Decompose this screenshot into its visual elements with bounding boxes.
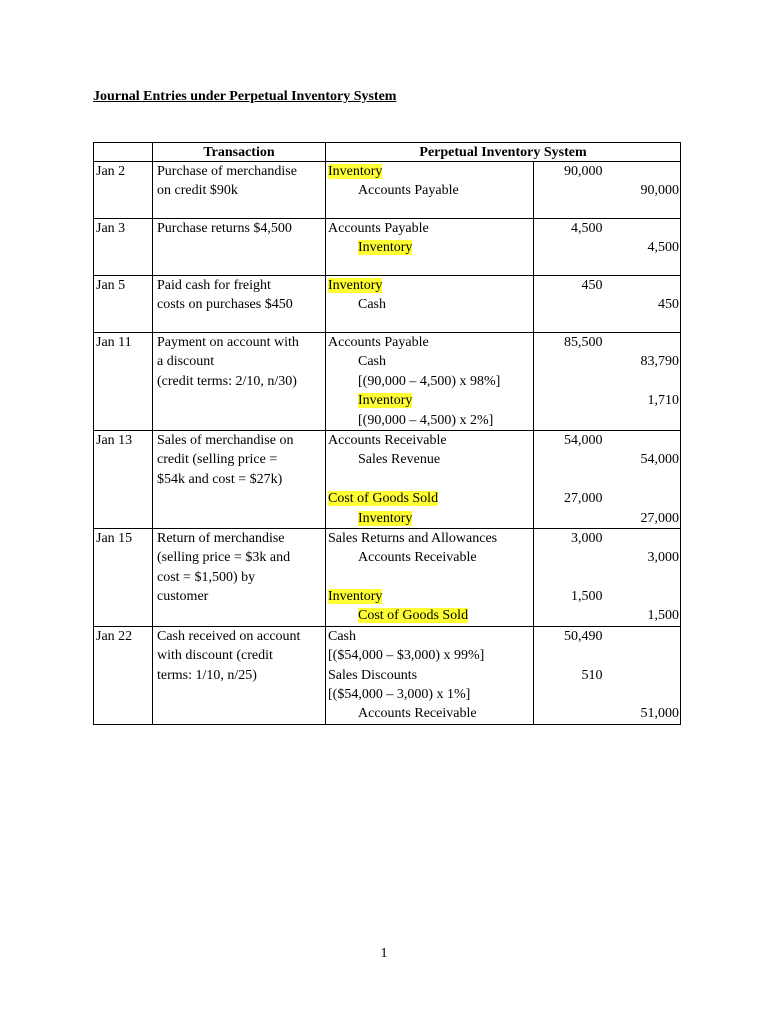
account-line — [328, 411, 533, 430]
account-line-text: Cash — [358, 297, 386, 313]
account-line-text: Sales Revenue — [358, 452, 441, 468]
debit-amount — [534, 295, 603, 314]
transaction-line — [157, 627, 325, 646]
entry-credits — [607, 528, 681, 626]
transaction-line — [157, 529, 325, 548]
account-line — [328, 685, 533, 704]
debit-amount — [534, 470, 603, 489]
entry-credits — [607, 276, 681, 333]
transaction-line-text: Paid cash for freight — [157, 278, 271, 293]
account-line-text: [(90,000 – 4,500) x 2%] — [358, 412, 494, 428]
transaction-line-text: Sales of merchandise on — [157, 432, 294, 448]
transaction-line-text: Cash received on account — [157, 628, 301, 644]
debit-amount — [534, 587, 603, 606]
entry-transaction — [153, 219, 326, 276]
account-line — [328, 548, 533, 567]
transaction-line-text: a discount — [157, 354, 215, 370]
entry-date: Jan 11 — [94, 333, 153, 431]
account-line — [328, 276, 533, 295]
account-line — [328, 627, 533, 646]
entry-credits — [607, 219, 681, 276]
debit-amount-text: 1,500 — [571, 589, 603, 605]
debit-amount — [534, 666, 603, 685]
credit-amount — [607, 238, 680, 257]
credit-amount — [607, 704, 680, 723]
credit-amount — [607, 627, 680, 646]
debit-amount — [534, 372, 603, 391]
account-line-text: Accounts Payable — [328, 221, 429, 236]
account-line — [328, 509, 533, 528]
transaction-line-text: (credit terms: 2/10, n/30) — [157, 373, 297, 389]
account-line-text: Accounts Receivable — [358, 706, 477, 722]
credit-amount — [607, 295, 680, 314]
transaction-line — [157, 219, 325, 238]
entry-credits — [607, 626, 681, 724]
account-line — [328, 162, 533, 181]
transaction-line — [157, 162, 325, 181]
account-line — [328, 606, 533, 625]
entry-debits — [534, 528, 607, 626]
transaction-line — [157, 568, 325, 587]
debit-amount — [534, 704, 603, 723]
entry-credits — [607, 162, 681, 219]
transaction-line-text: costs on purchases $450 — [157, 297, 293, 313]
entry-accounts — [326, 626, 534, 724]
entry-debits — [534, 162, 607, 219]
transaction-line — [157, 181, 325, 200]
debit-amount — [534, 509, 603, 528]
credit-amount-text: 54,000 — [640, 452, 680, 468]
credit-amount — [607, 276, 680, 295]
account-line-text: [($54,000 – 3,000) x 1%] — [328, 687, 471, 703]
journal-row — [94, 276, 681, 333]
credit-amount — [607, 391, 680, 410]
credit-amount — [607, 489, 680, 508]
entry-accounts — [326, 333, 534, 431]
credit-amount-text: 4,500 — [647, 240, 680, 256]
entry-accounts — [326, 430, 534, 528]
transaction-line — [157, 666, 325, 685]
entry-accounts — [326, 276, 534, 333]
credit-amount-text: 27,000 — [640, 510, 680, 526]
entry-debits — [534, 626, 607, 724]
entry-date: Jan 5 — [94, 276, 153, 333]
credit-amount — [607, 219, 680, 238]
document-title: Journal Entries under Perpetual Inventory System — [93, 89, 397, 104]
account-line-text: Accounts Receivable — [358, 550, 477, 566]
transaction-line-text: credit (selling price = — [157, 452, 278, 468]
credit-amount-text: 1,710 — [647, 393, 680, 409]
journal-row — [94, 626, 681, 724]
header-date — [94, 143, 153, 162]
credit-amount-text: 90,000 — [640, 183, 680, 199]
transaction-line-text: cost = $1,500) by — [157, 569, 256, 585]
account-line — [328, 704, 533, 723]
credit-amount — [607, 352, 680, 371]
entry-accounts — [326, 219, 534, 276]
account-line — [328, 238, 533, 257]
debit-amount — [534, 431, 603, 450]
credit-amount — [607, 587, 680, 606]
entry-debits — [534, 430, 607, 528]
debit-amount-text: 54,000 — [564, 432, 603, 448]
debit-amount — [534, 606, 603, 625]
account-line — [328, 431, 533, 450]
journal-row — [94, 528, 681, 626]
credit-amount — [607, 568, 680, 587]
account-line-text: Accounts Payable — [358, 183, 459, 199]
transaction-line — [157, 352, 325, 371]
entry-transaction — [153, 162, 326, 219]
transaction-line — [157, 372, 325, 391]
credit-amount — [607, 162, 680, 181]
debit-amount — [534, 450, 603, 469]
credit-amount — [607, 450, 680, 469]
transaction-line-text: Purchase of merchandise — [157, 164, 297, 179]
account-line-text: Inventory — [328, 164, 383, 179]
account-line-text: Inventory — [358, 510, 413, 526]
table-body — [94, 162, 681, 725]
account-line-text: [($54,000 – $3,000) x 99%] — [328, 648, 485, 664]
transaction-line — [157, 276, 325, 295]
transaction-line — [157, 450, 325, 469]
account-line-text: [(90,000 – 4,500) x 98%] — [358, 373, 501, 389]
debit-amount — [534, 548, 603, 567]
journal-row — [94, 333, 681, 431]
account-line — [328, 646, 533, 665]
entry-date: Jan 15 — [94, 528, 153, 626]
transaction-line — [157, 470, 325, 489]
credit-amount-text: 83,790 — [640, 354, 680, 370]
journal-entries-table — [93, 142, 681, 725]
entry-debits — [534, 333, 607, 431]
debit-amount — [534, 181, 603, 200]
account-line-text: Cost of Goods Sold — [358, 608, 469, 624]
account-line-text: Accounts Payable — [328, 335, 429, 350]
transaction-line — [157, 646, 325, 665]
account-line — [328, 470, 533, 489]
credit-amount — [607, 646, 680, 665]
transaction-line-text: (selling price = $3k and — [157, 550, 291, 566]
credit-amount — [607, 181, 680, 200]
account-line-text: Cost of Goods Sold — [328, 491, 439, 507]
debit-amount — [534, 162, 603, 181]
credit-amount — [607, 333, 680, 352]
account-line-text: Cash — [358, 354, 386, 370]
debit-amount — [534, 489, 603, 508]
entry-date: Jan 13 — [94, 430, 153, 528]
entry-accounts — [326, 162, 534, 219]
credit-amount — [607, 372, 680, 391]
credit-amount — [607, 431, 680, 450]
account-line — [328, 489, 533, 508]
account-line-text: Inventory — [358, 240, 413, 256]
table-header-row — [94, 143, 681, 162]
transaction-line-text: terms: 1/10, n/25) — [157, 667, 257, 683]
credit-amount — [607, 606, 680, 625]
debit-amount — [534, 352, 603, 371]
entry-date: Jan 2 — [94, 162, 153, 219]
debit-amount — [534, 685, 603, 704]
entry-date: Jan 22 — [94, 626, 153, 724]
debit-amount — [534, 333, 603, 352]
debit-amount — [534, 276, 603, 295]
credit-amount — [607, 529, 680, 548]
account-line — [328, 450, 533, 469]
account-line — [328, 333, 533, 352]
entry-date: Jan 3 — [94, 219, 153, 276]
entry-transaction — [153, 528, 326, 626]
credit-amount — [607, 685, 680, 704]
entry-accounts — [326, 528, 534, 626]
journal-row — [94, 219, 681, 276]
debit-amount-text: 450 — [581, 278, 603, 293]
debit-amount-text: 50,490 — [564, 628, 603, 644]
account-line — [328, 295, 533, 314]
transaction-line-text: on credit $90k — [157, 183, 238, 199]
account-line — [328, 568, 533, 587]
credit-amount-text: 450 — [658, 297, 680, 313]
debit-amount — [534, 219, 603, 238]
account-line — [328, 587, 533, 606]
transaction-line-text: Payment on account with — [157, 335, 299, 350]
entry-transaction — [153, 430, 326, 528]
account-line — [328, 529, 533, 548]
credit-amount — [607, 470, 680, 489]
debit-amount — [534, 529, 603, 548]
credit-amount-text: 1,500 — [647, 608, 680, 624]
debit-amount-text: 90,000 — [564, 164, 603, 179]
transaction-line-text: with discount (credit — [157, 648, 273, 664]
account-line — [328, 372, 533, 391]
credit-amount — [607, 411, 680, 430]
account-line — [328, 391, 533, 410]
debit-amount-text: 4,500 — [571, 221, 603, 236]
credit-amount — [607, 666, 680, 685]
account-line-text: Inventory — [358, 393, 413, 409]
account-line — [328, 352, 533, 371]
debit-amount — [534, 646, 603, 665]
page-number: 1 — [380, 946, 388, 961]
journal-row — [94, 162, 681, 219]
account-line-text: Inventory — [328, 589, 383, 605]
transaction-line-text: Purchase returns $4,500 — [157, 221, 292, 236]
entry-credits — [607, 430, 681, 528]
debit-amount-text: 3,000 — [571, 530, 603, 546]
account-line-text: Inventory — [328, 278, 383, 293]
account-line-text: Sales Discounts — [328, 667, 418, 683]
account-line-text: Sales Returns and Allowances — [328, 530, 498, 546]
debit-amount-text: 27,000 — [564, 491, 603, 507]
debit-amount-text: 85,500 — [564, 335, 603, 350]
account-line — [328, 219, 533, 238]
transaction-line — [157, 333, 325, 352]
transaction-line — [157, 431, 325, 450]
header-transaction: Transaction — [153, 143, 326, 162]
transaction-line-text: $54k and cost = $27k) — [157, 471, 283, 487]
transaction-line — [157, 548, 325, 567]
entry-credits — [607, 333, 681, 431]
credit-amount — [607, 509, 680, 528]
transaction-line-text: Return of merchandise — [157, 530, 285, 546]
account-line — [328, 666, 533, 685]
debit-amount — [534, 411, 603, 430]
transaction-line-text: customer — [157, 589, 209, 605]
account-line-text: Cash — [328, 628, 356, 644]
entry-transaction — [153, 626, 326, 724]
debit-amount — [534, 391, 603, 410]
journal-row — [94, 430, 681, 528]
transaction-line — [157, 295, 325, 314]
account-line — [328, 181, 533, 200]
transaction-line — [157, 587, 325, 606]
account-line-text: Accounts Receivable — [328, 432, 447, 448]
debit-amount — [534, 238, 603, 257]
debit-amount — [534, 627, 603, 646]
debit-amount-text: 510 — [581, 667, 603, 683]
entry-transaction — [153, 333, 326, 431]
entry-debits — [534, 219, 607, 276]
credit-amount-text: 3,000 — [647, 550, 680, 566]
entry-transaction — [153, 276, 326, 333]
entry-debits — [534, 276, 607, 333]
debit-amount — [534, 568, 603, 587]
header-perpetual-system: Perpetual Inventory System — [326, 143, 681, 162]
credit-amount — [607, 548, 680, 567]
credit-amount-text: 51,000 — [640, 706, 680, 722]
